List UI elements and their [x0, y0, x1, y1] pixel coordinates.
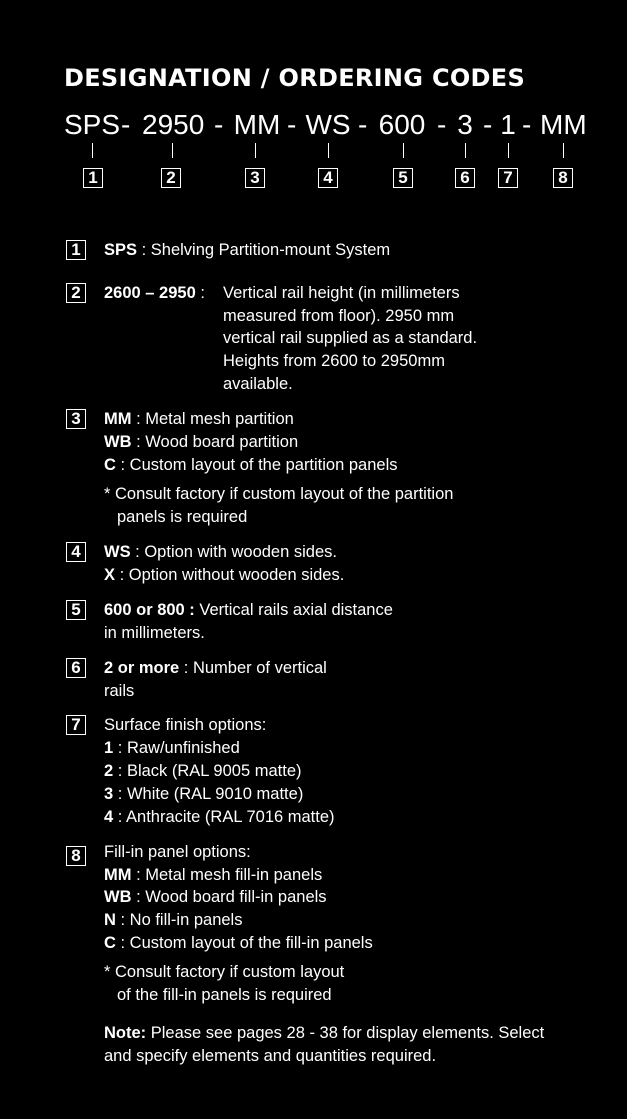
item-number-box: 6 [66, 658, 86, 678]
option-key: WB [104, 433, 132, 451]
footnote: * Consult factory if custom layout [104, 963, 345, 981]
code-segment: SPS [64, 109, 121, 140]
item-2-key [104, 282, 205, 305]
code-segment: MM [540, 109, 587, 140]
option-text: : Metal mesh fill-in panels [131, 866, 323, 884]
code-segment: MM [233, 109, 281, 140]
code-separator: - [522, 109, 532, 140]
item-6-line [104, 657, 327, 680]
item-5-line [104, 599, 393, 622]
option-key: WS [104, 543, 131, 561]
item-number-box: 8 [66, 846, 86, 866]
code-number-box: 3 [245, 168, 265, 188]
option-text: : Option without wooden sides. [115, 566, 345, 584]
item-option [104, 564, 344, 587]
connector-line [92, 143, 93, 158]
item-option [104, 760, 302, 783]
option-text: : No fill-in panels [115, 911, 243, 929]
option-text: : Wood board partition [131, 433, 299, 451]
item-separator: : [195, 284, 205, 302]
code-number-box: 2 [161, 168, 181, 188]
item-text: in millimeters. [104, 624, 205, 642]
item-heading: Surface finish options: [104, 716, 267, 734]
item-option [104, 737, 240, 760]
item-option [104, 932, 373, 955]
option-key: 4 [104, 808, 114, 826]
code-segment: WS [305, 109, 351, 140]
footnote: panels is required [117, 508, 248, 526]
option-text: : Raw/unfinished [113, 739, 240, 757]
item-text: rails [104, 682, 135, 700]
option-key: X [104, 566, 116, 584]
connector-line [255, 143, 256, 158]
option-key: MM [104, 866, 132, 884]
page-title: DESIGNATION / ORDERING CODES [64, 64, 526, 92]
code-segment: 600 [378, 109, 426, 140]
item-number-box: 4 [66, 542, 86, 562]
note-text: Please see pages 28 - 38 for display elements. Select [146, 1024, 545, 1042]
item-key: 2 or more [104, 659, 180, 677]
code-separator: - [483, 109, 493, 140]
code-separator: - [358, 109, 368, 140]
code-number-box: 7 [498, 168, 518, 188]
option-key: 1 [104, 739, 114, 757]
option-text: : Metal mesh partition [131, 410, 294, 428]
option-text: : Custom layout of the fill-in panels [115, 934, 373, 952]
footnote: * Consult factory if custom layout of the partition [104, 485, 454, 503]
item-text: : Number of vertical [179, 659, 327, 677]
option-text: : Custom layout of the partition panels [115, 456, 398, 474]
option-key: WB [104, 888, 132, 906]
item-text: Heights from 2600 to 2950mm [223, 352, 445, 370]
item-option [104, 864, 322, 887]
note [104, 1022, 544, 1045]
code-separator: - [121, 109, 131, 140]
item-option [104, 783, 303, 806]
code-number-box: 1 [83, 168, 103, 188]
connector-line [508, 143, 509, 158]
item-option [104, 886, 327, 909]
connector-line [328, 143, 329, 158]
option-text: : Wood board fill-in panels [131, 888, 327, 906]
item-text: measured from floor). 2950 mm [223, 307, 455, 325]
code-separator: - [287, 109, 297, 140]
connector-line [563, 143, 564, 158]
connector-line [403, 143, 404, 158]
option-key: 3 [104, 785, 114, 803]
option-key: MM [104, 410, 132, 428]
item-option [104, 454, 398, 477]
option-text: : Black (RAL 9005 matte) [113, 762, 302, 780]
item-option [104, 408, 294, 431]
code-number-box: 4 [318, 168, 338, 188]
note-label: Note: [104, 1024, 147, 1042]
item-text: : Shelving Partition-mount System [137, 241, 391, 259]
item-option [104, 806, 335, 829]
option-text: : White (RAL 9010 matte) [113, 785, 304, 803]
item-number-box: 2 [66, 283, 86, 303]
option-key: C [104, 934, 116, 952]
item-option [104, 541, 337, 564]
code-segment: 2950 [142, 109, 205, 140]
item-key: SPS [104, 241, 138, 259]
item-option [104, 431, 298, 454]
item-text: Vertical rails axial distance [194, 601, 393, 619]
code-number-box: 6 [455, 168, 475, 188]
item-text: Vertical rail height (in millimeters [223, 284, 460, 302]
option-key: 2 [104, 762, 114, 780]
option-key: N [104, 911, 116, 929]
connector-line [172, 143, 173, 158]
item-number-box: 1 [66, 240, 86, 260]
note-text: and specify elements and quantities required. [104, 1047, 437, 1065]
item-text: available. [223, 375, 293, 393]
item-key: 600 or 800 : [104, 601, 195, 619]
connector-line [465, 143, 466, 158]
code-separator: - [214, 109, 224, 140]
option-text: : Anthracite (RAL 7016 matte) [113, 808, 335, 826]
code-segment: 3 [457, 109, 473, 140]
item-text: vertical rail supplied as a standard. [223, 329, 478, 347]
code-number-box: 8 [553, 168, 573, 188]
option-key: C [104, 456, 116, 474]
code-segment: 1 [500, 109, 516, 140]
item-number-box: 7 [66, 715, 86, 735]
option-text: : Option with wooden sides. [130, 543, 337, 561]
code-separator: - [437, 109, 447, 140]
item-option [104, 909, 242, 932]
item-heading: Fill-in panel options: [104, 843, 251, 861]
item-number-box: 5 [66, 600, 86, 620]
footnote: of the fill-in panels is required [117, 986, 332, 1004]
code-number-box: 5 [393, 168, 413, 188]
item-1-line [104, 239, 390, 262]
item-key: 2600 – 2950 [104, 284, 196, 302]
item-number-box: 3 [66, 409, 86, 429]
